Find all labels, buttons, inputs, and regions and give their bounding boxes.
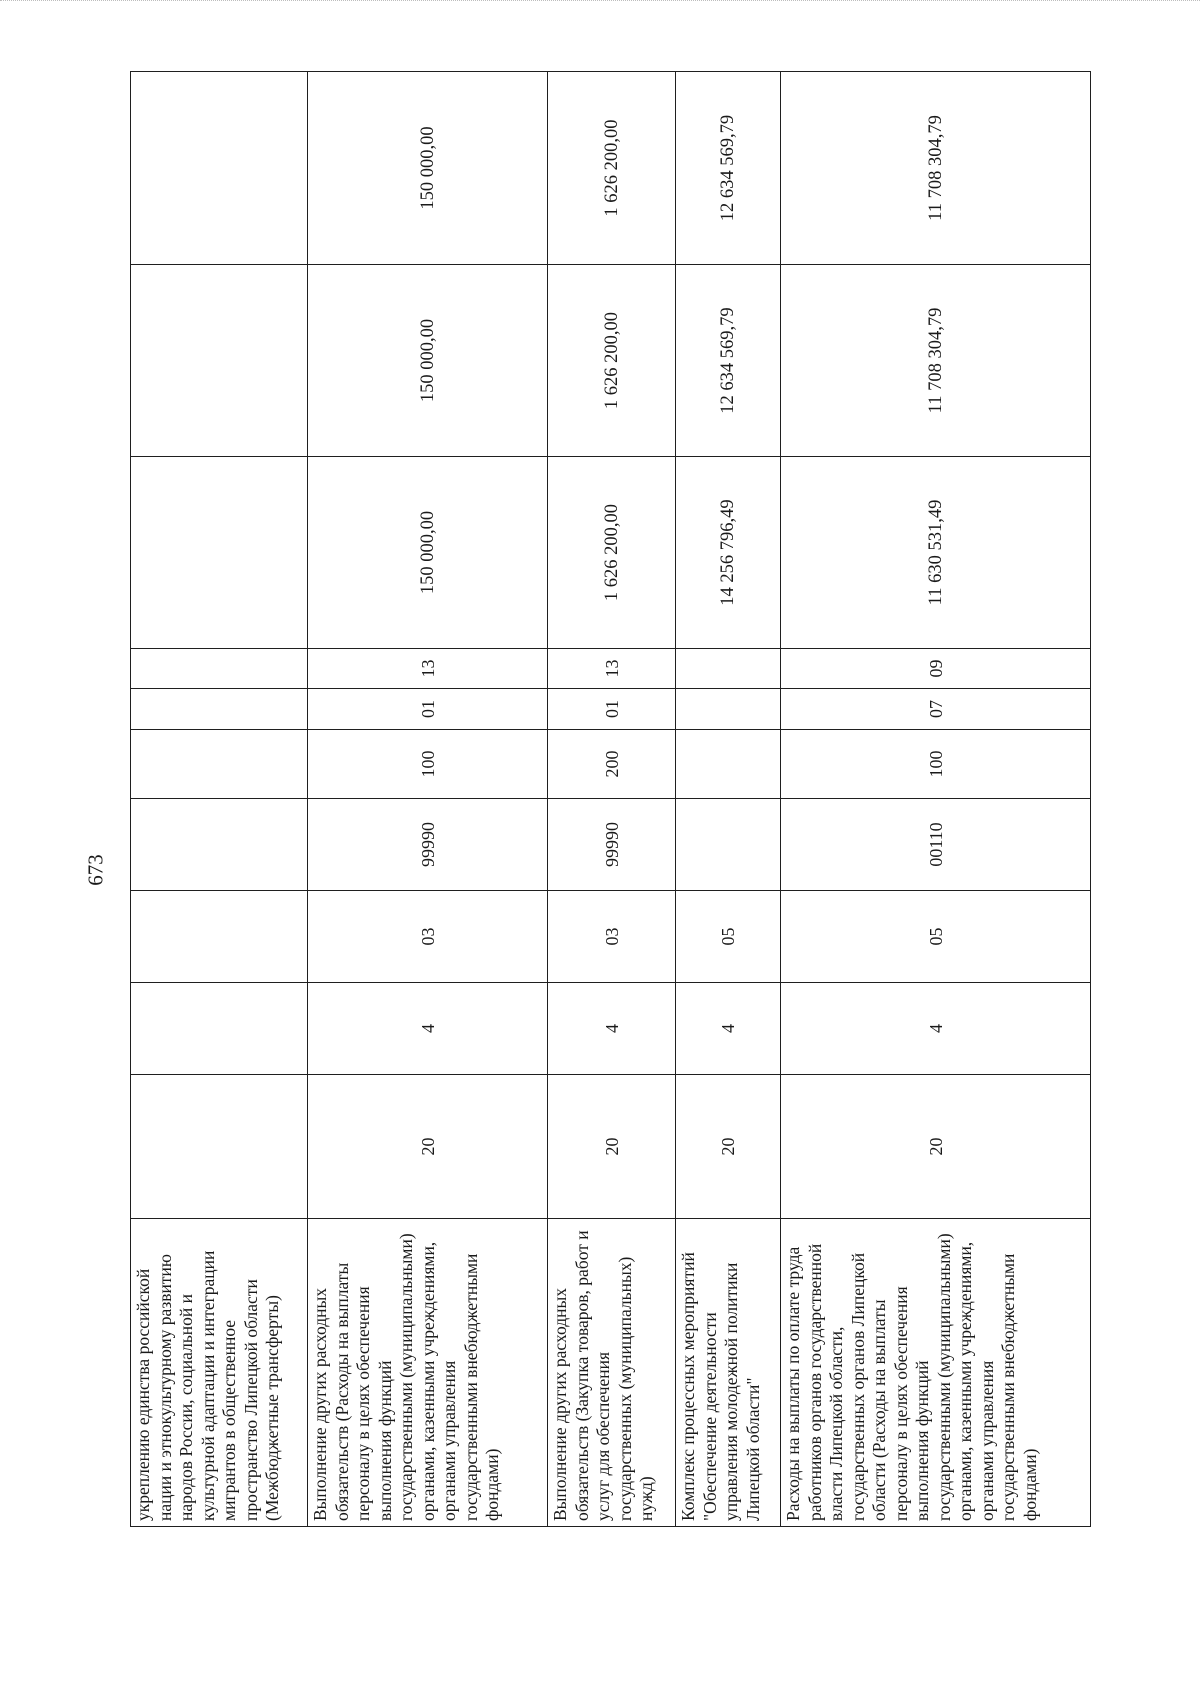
cell-amount-2: 12 634 569,79 <box>676 265 781 457</box>
cell-code-7 <box>131 649 308 689</box>
table-row <box>676 72 781 1527</box>
cell-code-5: 100 <box>781 730 1091 799</box>
cell-code-3: 05 <box>676 891 781 983</box>
cell-amount-3: 12 634 569,79 <box>676 72 781 265</box>
cell-code-5: 100 <box>308 730 548 799</box>
row-name: Расходы на выплаты по оплате труда работников органов государственной власти Липецкой области, государственных органов Липецкой области (Расходы на выплаты персоналу в целях обеспечения выполнения функций государственными (муниципальными) органами, казенными учреждениями, органами управления государственными внебюджетными фондами) <box>781 1219 1091 1527</box>
cell-code-7: 13 <box>308 649 548 689</box>
cell-code-7: 09 <box>781 649 1091 689</box>
cell-code-3: 05 <box>781 891 1091 983</box>
cell-amount-3: 150 000,00 <box>308 72 548 265</box>
table-row <box>308 72 548 1527</box>
row-name: укреплению единства российской нации и этнокультурному развитию народов России, социальной и культурной адаптации и интеграции мигрантов в общественное пространство Липецкой области (Межбюджетные трансферты) <box>131 1219 308 1527</box>
budget-table-frame <box>130 72 1090 1527</box>
budget-table <box>130 71 1091 1527</box>
cell-amount-1: 150 000,00 <box>308 457 548 649</box>
cell-code-2 <box>131 983 308 1075</box>
cell-code-6 <box>131 689 308 730</box>
row-name: Комплекс процессных мероприятий "Обеспечение деятельности управления молодежной политики Липецкой области" <box>676 1219 781 1527</box>
scan-edge <box>0 0 1200 12</box>
table-row <box>548 72 676 1527</box>
cell-amount-3: 11 708 304,79 <box>781 72 1091 265</box>
cell-code-6: 01 <box>548 689 676 730</box>
cell-code-3: 03 <box>548 891 676 983</box>
cell-code-2: 4 <box>548 983 676 1075</box>
cell-code-6: 01 <box>308 689 548 730</box>
cell-code-1: 20 <box>308 1075 548 1219</box>
cell-amount-3: 1 626 200,00 <box>548 72 676 265</box>
cell-amount-2: 1 626 200,00 <box>548 265 676 457</box>
rotated-table-container <box>130 72 1090 1527</box>
cell-code-2: 4 <box>676 983 781 1075</box>
cell-code-4 <box>131 799 308 891</box>
cell-code-5: 200 <box>548 730 676 799</box>
cell-amount-1: 14 256 796,49 <box>676 457 781 649</box>
cell-code-4: 00110 <box>781 799 1091 891</box>
row-name: Выполнение других расходных обязательств (Расходы на выплаты персоналу в целях обеспечения выполнения функций государственными (муниципальными) органами, казенными учреждениями, органами управления государственными внебюджетными фондами) <box>308 1219 548 1527</box>
cell-code-1: 20 <box>548 1075 676 1219</box>
cell-code-4 <box>676 799 781 891</box>
cell-amount-2 <box>131 265 308 457</box>
cell-amount-1 <box>131 457 308 649</box>
cell-code-4: 99990 <box>308 799 548 891</box>
row-name: Выполнение других расходных обязательств (Закупка товаров, работ и услуг для обеспечения государственных (муниципальных) нужд) <box>548 1219 676 1527</box>
cell-code-1 <box>131 1075 308 1219</box>
page-number-text: 673 <box>83 854 108 886</box>
cell-code-7 <box>676 649 781 689</box>
cell-code-1: 20 <box>781 1075 1091 1219</box>
cell-amount-2: 11 708 304,79 <box>781 265 1091 457</box>
cell-code-5 <box>676 730 781 799</box>
table-row <box>131 72 308 1527</box>
cell-amount-2: 150 000,00 <box>308 265 548 457</box>
cell-code-3 <box>131 891 308 983</box>
table-row <box>781 72 1091 1527</box>
cell-code-2: 4 <box>781 983 1091 1075</box>
cell-code-6: 07 <box>781 689 1091 730</box>
cell-code-2: 4 <box>308 983 548 1075</box>
cell-code-4: 99990 <box>548 799 676 891</box>
cell-code-1: 20 <box>676 1075 781 1219</box>
cell-code-5 <box>131 730 308 799</box>
cell-amount-1: 11 630 531,49 <box>781 457 1091 649</box>
cell-code-3: 03 <box>308 891 548 983</box>
cell-amount-1: 1 626 200,00 <box>548 457 676 649</box>
cell-code-6 <box>676 689 781 730</box>
cell-amount-3 <box>131 72 308 265</box>
cell-code-7: 13 <box>548 649 676 689</box>
